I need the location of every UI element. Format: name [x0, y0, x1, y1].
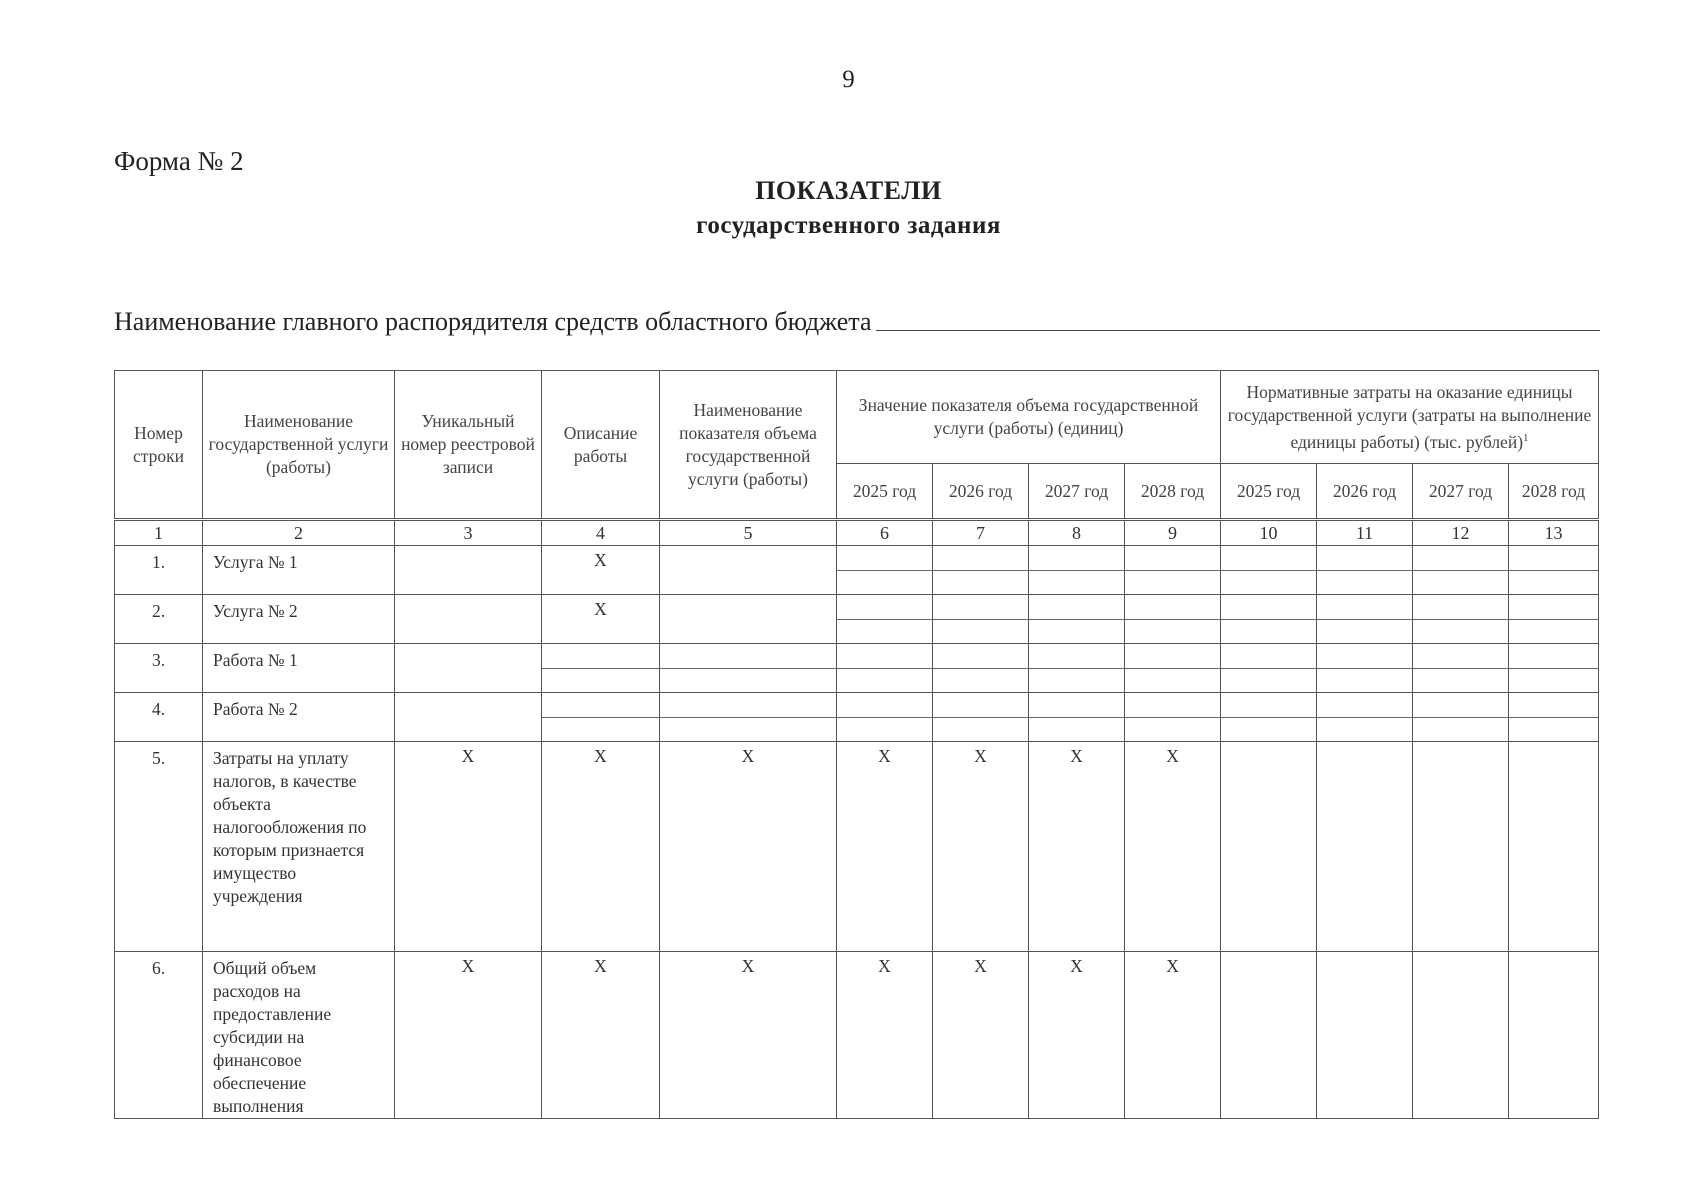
cell-value — [1413, 952, 1509, 1119]
page-number: 9 — [842, 66, 855, 93]
cell-value — [837, 644, 933, 693]
cell-value — [1317, 742, 1413, 952]
indicators-table — [114, 370, 1599, 1119]
cell-value — [1221, 644, 1317, 693]
cell-indicator — [660, 595, 837, 644]
cell-value — [1125, 644, 1221, 693]
cell-value — [1413, 742, 1509, 952]
cell-description — [542, 644, 660, 693]
cell-value — [1221, 546, 1317, 595]
header-row-number: Номер строки — [115, 371, 203, 520]
column-number: 7 — [933, 520, 1029, 546]
cell-value — [1413, 595, 1509, 644]
cell-value — [1509, 644, 1599, 693]
header-year-2028-volume: 2028 год — [1125, 464, 1221, 520]
cell-value — [1125, 546, 1221, 595]
column-number: 9 — [1125, 520, 1221, 546]
title-block — [0, 173, 1697, 243]
row-name: Общий объем расходов на предоставление субсидии на финансовое обеспечение выполнения — [203, 952, 395, 1119]
admin-line — [114, 306, 1600, 337]
document-title: ПОКАЗАТЕЛИ — [755, 176, 942, 205]
cell-description — [542, 693, 660, 742]
cell-x-mark: X — [837, 952, 933, 1119]
admin-line-blank — [876, 306, 1601, 331]
row-name: Работа № 1 — [203, 644, 395, 693]
row-number: 4. — [115, 693, 203, 742]
cell-x-mark: X — [1029, 952, 1125, 1119]
cell-value — [1509, 742, 1599, 952]
column-number: 8 — [1029, 520, 1125, 546]
cell-x-mark: X — [1125, 952, 1221, 1119]
header-work-description: Описание работы — [542, 371, 660, 520]
cell-x-mark: X — [933, 952, 1029, 1119]
table-row — [115, 952, 1599, 1119]
cell-x-mark: X — [933, 742, 1029, 952]
cell-x-mark: X — [395, 742, 542, 952]
header-year-2028-cost: 2028 год — [1509, 464, 1599, 520]
column-number: 3 — [395, 520, 542, 546]
cell-x-mark: X — [395, 952, 542, 1119]
row-number: 3. — [115, 644, 203, 693]
cell-value — [1509, 546, 1599, 595]
header-cost-group-text: Нормативные затраты на оказание единицы государственной услуги (затраты на выполнение единицы работы) (тыс. рублей) — [1227, 381, 1592, 452]
column-number: 2 — [203, 520, 395, 546]
cell-value — [933, 595, 1029, 644]
column-number: 5 — [660, 520, 837, 546]
header-registry-number: Уникальный номер реестровой записи — [395, 371, 542, 520]
header-year-2027-volume: 2027 год — [1029, 464, 1125, 520]
cell-registry — [395, 644, 542, 693]
cell-x-mark: X — [542, 742, 660, 952]
cell-value — [933, 546, 1029, 595]
document-subtitle: государственного задания — [696, 212, 1001, 239]
cell-value — [1317, 693, 1413, 742]
row-number: 6. — [115, 952, 203, 1119]
cell-registry — [395, 595, 542, 644]
header-year-2026-volume: 2026 год — [933, 464, 1029, 520]
cell-value — [1029, 693, 1125, 742]
row-number: 2. — [115, 595, 203, 644]
cell-value — [1029, 595, 1125, 644]
cell-indicator — [660, 693, 837, 742]
row-name: Затраты на уплату налогов, в качестве объекта налогообложения по которым признается имущество учреждения — [203, 742, 395, 952]
cell-value — [837, 693, 933, 742]
cell-value — [933, 644, 1029, 693]
column-number: 10 — [1221, 520, 1317, 546]
column-numbers-row — [115, 520, 1599, 546]
cell-value — [1221, 742, 1317, 952]
table-row — [115, 693, 1599, 742]
cell-registry — [395, 693, 542, 742]
footnote-mark: 1 — [1523, 431, 1529, 444]
header-cost-group — [1221, 371, 1599, 464]
header-volume-group: Значение показателя объема государственной услуги (работы) (единиц) — [837, 371, 1221, 464]
cell-value — [1125, 595, 1221, 644]
cell-x-mark: X — [1029, 742, 1125, 952]
form-label: Форма № 2 — [114, 146, 244, 176]
cell-indicator — [660, 644, 837, 693]
table-row — [115, 644, 1599, 693]
column-number: 6 — [837, 520, 933, 546]
cell-value — [1317, 546, 1413, 595]
cell-x-mark: X — [542, 546, 660, 595]
cell-x-mark: X — [542, 595, 660, 644]
row-name: Услуга № 1 — [203, 546, 395, 595]
column-number: 12 — [1413, 520, 1509, 546]
column-number: 13 — [1509, 520, 1599, 546]
cell-x-mark: X — [542, 952, 660, 1119]
cell-value — [1413, 644, 1509, 693]
cell-value — [837, 546, 933, 595]
cell-value — [1221, 952, 1317, 1119]
cell-value — [1413, 546, 1509, 595]
cell-value — [1317, 644, 1413, 693]
cell-value — [1317, 595, 1413, 644]
cell-value — [1413, 693, 1509, 742]
cell-indicator — [660, 546, 837, 595]
cell-value — [1509, 693, 1599, 742]
table-row — [115, 546, 1599, 595]
header-year-2026-cost: 2026 год — [1317, 464, 1413, 520]
header-year-2025-cost: 2025 год — [1221, 464, 1317, 520]
admin-line-label: Наименование главного распорядителя средств областного бюджета — [114, 307, 872, 336]
header-year-2025-volume: 2025 год — [837, 464, 933, 520]
table-row — [115, 595, 1599, 644]
cell-x-mark: X — [660, 742, 837, 952]
column-number: 11 — [1317, 520, 1413, 546]
cell-value — [1317, 952, 1413, 1119]
header-year-2027-cost: 2027 год — [1413, 464, 1509, 520]
cell-value — [1221, 693, 1317, 742]
row-name: Работа № 2 — [203, 693, 395, 742]
cell-value — [1029, 546, 1125, 595]
cell-value — [837, 595, 933, 644]
cell-value — [1221, 595, 1317, 644]
column-number: 1 — [115, 520, 203, 546]
column-number: 4 — [542, 520, 660, 546]
row-number: 1. — [115, 546, 203, 595]
cell-value — [1029, 644, 1125, 693]
row-number: 5. — [115, 742, 203, 952]
cell-value — [933, 693, 1029, 742]
cell-registry — [395, 546, 542, 595]
cell-x-mark: X — [837, 742, 933, 952]
row-name: Услуга № 2 — [203, 595, 395, 644]
header-service-name: Наименование государственной услуги (работы) — [203, 371, 395, 520]
header-indicator-name: Наименование показателя объема государственной услуги (работы) — [660, 371, 837, 520]
table-row — [115, 742, 1599, 952]
cell-x-mark: X — [1125, 742, 1221, 952]
cell-x-mark: X — [660, 952, 837, 1119]
cell-value — [1509, 595, 1599, 644]
cell-value — [1125, 693, 1221, 742]
cell-value — [1509, 952, 1599, 1119]
